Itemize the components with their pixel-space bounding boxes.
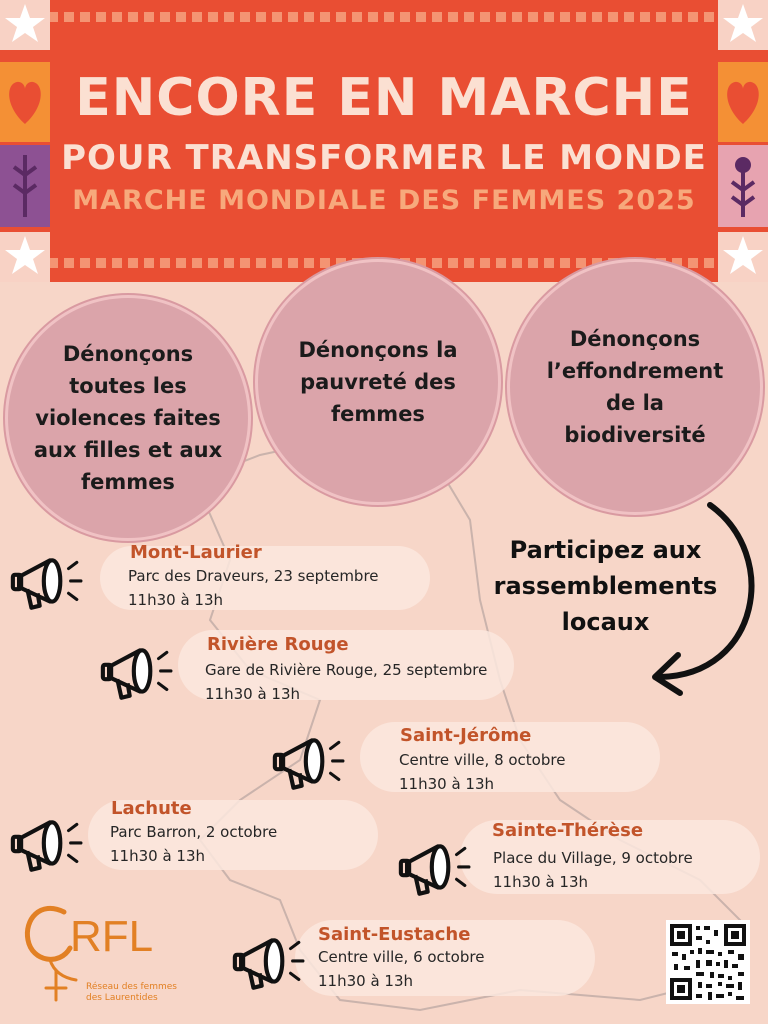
megaphone-icon: [98, 640, 182, 706]
event-time: 11h30 à 13h: [399, 775, 495, 793]
event-place: Parc des Draveurs, 23 septembre: [128, 567, 379, 585]
event-time: 11h30 à 13h: [110, 847, 206, 865]
event-place: Centre ville, 6 octobre: [318, 948, 485, 966]
event-city: Rivière Rouge: [207, 634, 349, 655]
event-place: Centre ville, 8 octobre: [399, 751, 566, 769]
megaphone-icon: [270, 730, 354, 796]
qr-code[interactable]: [666, 920, 750, 1004]
event-place: Place du Village, 9 octobre: [493, 849, 693, 867]
megaphone-icon: [8, 550, 92, 616]
megaphone-icon: [8, 812, 92, 878]
event-time: 11h30 à 13h: [128, 591, 224, 609]
event-city: Saint-Jérôme: [400, 725, 532, 746]
circle-text: Dénonçons l’effondrement de la biodiversité: [546, 327, 724, 447]
megaphone-icon: [230, 930, 314, 996]
event-time: 11h30 à 13h: [318, 972, 414, 990]
event-city: Lachute: [111, 798, 192, 819]
banner-event-name: MARCHE MONDIALE DES FEMMES 2025: [72, 185, 696, 216]
rfl-logo-letters: RFL: [70, 912, 154, 961]
rfl-name-line2: des Laurentides: [86, 993, 158, 1003]
theme-circle-biodiversity: [510, 262, 760, 512]
theme-circle-violence: [8, 298, 248, 538]
event-place: Gare de Rivière Rouge, 25 septembre: [205, 661, 488, 679]
cta-text: Participez aux rassemblements locaux: [493, 536, 718, 636]
event-city: Sainte-Thérèse: [492, 820, 644, 841]
event-place: Parc Barron, 2 octobre: [110, 823, 278, 841]
banner-title: ENCORE EN MARCHE: [75, 68, 693, 128]
circle-text: Dénonçons la pauvreté des femmes: [298, 338, 458, 426]
theme-circle-poverty: [258, 262, 498, 502]
curved-arrow-icon: [640, 495, 768, 705]
circle-text: Dénonçons toutes les violences faites aux filles et aux femmes: [33, 342, 223, 494]
event-time: 11h30 à 13h: [205, 685, 301, 703]
rfl-name-line1: Réseau des femmes: [86, 982, 177, 992]
event-time: 11h30 à 13h: [493, 873, 589, 891]
megaphone-icon: [396, 836, 480, 902]
banner-subtitle: POUR TRANSFORMER LE MONDE: [61, 138, 707, 178]
event-city: Saint-Eustache: [318, 924, 471, 945]
event-city: Mont-Laurier: [130, 542, 262, 563]
